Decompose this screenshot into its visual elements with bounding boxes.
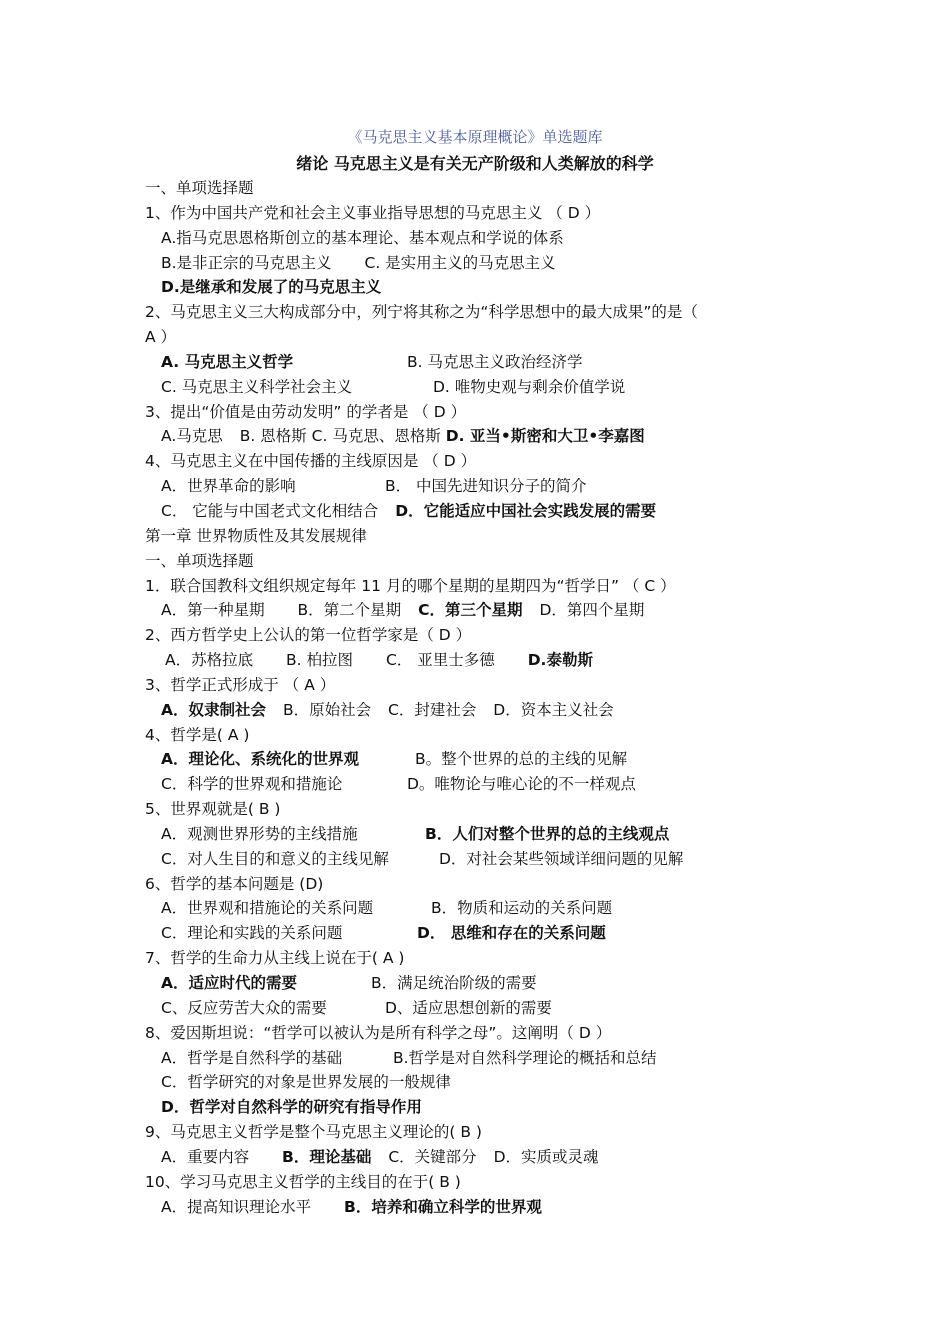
option-line bbox=[145, 822, 825, 847]
option-c: C．对人生目的和意义的主线见解 bbox=[161, 849, 389, 868]
option-a: A．哲学是自然科学的基础 bbox=[161, 1048, 343, 1067]
option-b: B. 恩格斯 bbox=[239, 427, 307, 446]
option-line bbox=[145, 1145, 825, 1170]
option-line bbox=[145, 474, 825, 499]
document-title: 《马克思主义基本原理概论》单选题库 bbox=[347, 128, 603, 146]
option-c: C． 亚里士多德 bbox=[385, 651, 495, 670]
option-c: C．封建社会 bbox=[388, 700, 477, 719]
option-b: B． 中国先进知识分子的简介 bbox=[385, 477, 587, 496]
option-b: B．第二个星期 bbox=[297, 601, 402, 620]
chapter-title: 第一章 世界物质性及其发展规律 bbox=[145, 526, 367, 545]
option-line bbox=[145, 275, 825, 300]
option-line bbox=[145, 499, 825, 524]
option-b: B. 柏拉图 bbox=[286, 651, 354, 670]
option-d: D．对社会某些领域详细问题的见解 bbox=[439, 849, 684, 868]
option-b: B. 马克思主义政治经济学 bbox=[407, 352, 583, 371]
option-d-answer: D. 亚当•斯密和大卫•李嘉图 bbox=[445, 427, 645, 446]
option-line bbox=[145, 747, 825, 772]
section-heading: 一、单项选择题 bbox=[145, 179, 254, 197]
option-c: C. 是实用主义的马克思主义 bbox=[364, 253, 556, 272]
option-d: D．第四个星期 bbox=[539, 601, 645, 620]
option-c: C．哲学研究的对象是世界发展的一般规律 bbox=[161, 1073, 451, 1092]
question-stem: 1、作为中国共产党和社会主义事业指导思想的马克思主义 （ D ） bbox=[145, 203, 601, 222]
option-b-answer: B．人们对整个世界的总的主线观点 bbox=[425, 824, 670, 843]
question-stem: 3、提出“价值是由劳动发明” 的学者是 （ D ） bbox=[145, 402, 467, 421]
question-stem: 2、西方哲学史上公认的第一位哲学家是（ D ） bbox=[145, 626, 472, 645]
option-line bbox=[145, 971, 825, 996]
option-d-answer: D．哲学对自然科学的研究有指导作用 bbox=[161, 1098, 422, 1117]
option-c: C. 马克思主义科学社会主义 bbox=[161, 377, 353, 396]
intro-title: 绪论 马克思主义是有关无产阶级和人类解放的科学 bbox=[296, 154, 654, 173]
option-c: C．科学的世界观和措施论 bbox=[161, 775, 343, 794]
option-b-answer: B．理论基础 bbox=[282, 1147, 372, 1166]
option-a: A．提高知识理论水平 bbox=[161, 1197, 312, 1216]
option-a-answer: A. 马克思主义哲学 bbox=[161, 352, 294, 371]
question-stem: 8、爱因斯坦说：“哲学可以被认为是所有科学之母”。这阐明（ D ） bbox=[145, 1023, 612, 1042]
option-line bbox=[145, 226, 825, 251]
option-line bbox=[145, 1070, 825, 1095]
option-a: A．第一种星期 bbox=[161, 601, 265, 620]
option-c: C．理论和实践的关系问题 bbox=[161, 924, 343, 943]
option-c: C、反应劳苦大众的需要 bbox=[161, 998, 327, 1017]
option-a-answer: A．适应时代的需要 bbox=[161, 974, 297, 992]
question-stem: 10、学习马克思主义哲学的主线目的在于( B ) bbox=[145, 1172, 461, 1191]
option-a: A．苏格拉底 bbox=[165, 651, 254, 670]
option-line bbox=[145, 996, 825, 1021]
question-stem: 5、世界观就是( B ) bbox=[145, 800, 281, 819]
question-stem: 2、马克思主义三大构成部分中，列宁将其称之为“科学思想中的最大成果”的是（ bbox=[145, 303, 698, 322]
option-a: A．观测世界形势的主线措施 bbox=[161, 824, 358, 843]
option-b: B.是非正宗的马克思主义 bbox=[161, 253, 332, 272]
option-b: B．满足统治阶级的需要 bbox=[371, 974, 537, 992]
option-d-answer: D．它能适应中国社会实践发展的需要 bbox=[395, 501, 657, 520]
option-line bbox=[145, 1195, 825, 1220]
section-heading: 一、单项选择题 bbox=[145, 551, 254, 570]
option-line bbox=[145, 251, 825, 276]
option-a: A．世界革命的影响 bbox=[161, 477, 296, 496]
question-stem: 1．联合国教科文组织规定每年 11 月的哪个星期的星期四为“哲学日” （ C ） bbox=[145, 576, 676, 595]
option-a-answer: A．奴隶制社会 bbox=[161, 700, 266, 719]
option-b: B.哲学是对自然科学理论的概括和总结 bbox=[393, 1048, 657, 1067]
question-stem-cont: A ） bbox=[145, 328, 177, 347]
question-stem: 6、哲学的基本问题是 (D) bbox=[145, 874, 324, 893]
option-b: B。整个世界的总的主线的见解 bbox=[415, 750, 628, 769]
option-line bbox=[145, 424, 825, 449]
question-stem: 3、哲学正式形成于 （ A ） bbox=[145, 675, 336, 694]
option-line bbox=[145, 350, 825, 375]
option-a: A．重要内容 bbox=[161, 1147, 250, 1166]
option-line bbox=[145, 847, 825, 872]
option-b: B．原始社会 bbox=[282, 700, 372, 719]
option-b: B．物质和运动的关系问题 bbox=[431, 899, 613, 918]
question-stem: 9、马克思主义哲学是整个马克思主义理论的( B ) bbox=[145, 1123, 482, 1142]
option-c: C．关键部分 bbox=[388, 1147, 477, 1166]
option-d: D、适应思想创新的需要 bbox=[385, 998, 552, 1017]
option-line bbox=[145, 896, 825, 921]
question-stem: 4、马克思主义在中国传播的主线原因是 （ D ） bbox=[145, 452, 477, 471]
option-d: D．资本主义社会 bbox=[493, 700, 614, 719]
option-c: C． 它能与中国老式文化相结合 bbox=[161, 501, 379, 520]
option-c-answer: C．第三个星期 bbox=[418, 601, 523, 620]
option-d: D．实质或灵魂 bbox=[493, 1147, 599, 1166]
option-line bbox=[145, 698, 825, 723]
option-d-answer: D.泰勒斯 bbox=[527, 651, 593, 670]
option-line bbox=[145, 1046, 825, 1071]
question-stem: 4、哲学是( A ) bbox=[145, 725, 250, 744]
option-a-answer: A．理论化、系统化的世界观 bbox=[161, 750, 359, 769]
option-line bbox=[145, 375, 825, 400]
option-d-answer: D． 思维和存在的关系问题 bbox=[417, 924, 606, 943]
option-d: D。唯物论与唯心论的不一样观点 bbox=[407, 775, 636, 794]
question-stem: 7、哲学的生命力从主线上说在于( A ) bbox=[145, 949, 405, 968]
option-line bbox=[145, 648, 825, 673]
option-line bbox=[145, 1095, 825, 1120]
option-b-answer: B．培养和确立科学的世界观 bbox=[344, 1197, 542, 1216]
option-d: D. 唯物史观与剩余价值学说 bbox=[433, 377, 626, 396]
option-a: A.马克思 bbox=[161, 427, 223, 446]
option-a: A．世界观和措施论的关系问题 bbox=[161, 899, 374, 918]
option-line bbox=[145, 921, 825, 946]
option-line bbox=[145, 772, 825, 797]
document-body bbox=[145, 176, 825, 1219]
option-d-answer: D.是继承和发展了的马克思主义 bbox=[161, 278, 382, 297]
option-line bbox=[145, 598, 825, 623]
option-c: C. 马克思、恩格斯 bbox=[311, 427, 441, 446]
option-a: A.指马克思恩格斯创立的基本理论、基本观点和学说的体系 bbox=[161, 228, 564, 247]
